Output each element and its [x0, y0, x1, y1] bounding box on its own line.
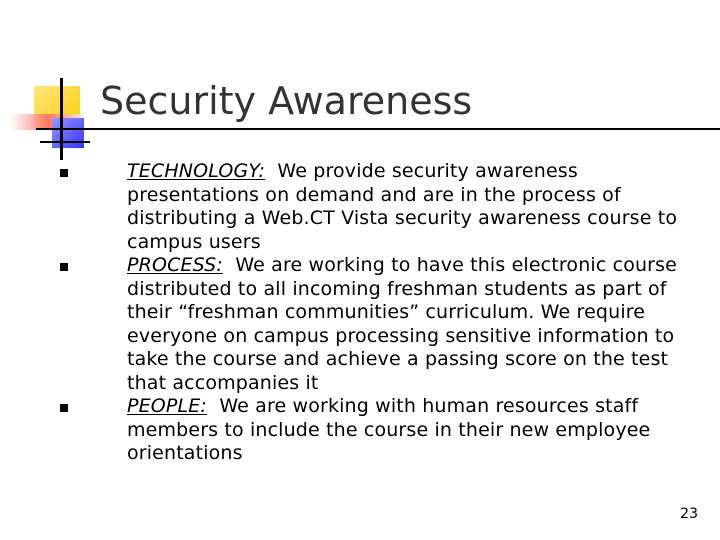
square-bullet-icon [60, 263, 68, 271]
square-bullet-icon [60, 404, 68, 412]
slide-number: 23 [680, 506, 698, 522]
bullet-lead: PROCESS: [127, 254, 223, 276]
bullet-text: We provide security awareness presentations on demand and are in the process of distributing a Web.CT Vista security awareness course to campus users [127, 160, 678, 253]
bullet-text: We are working with human resources staff members to include the course in their new employee orientations [127, 395, 651, 464]
decor-vertical-line [60, 78, 63, 160]
bullet-people [60, 395, 700, 466]
bullet-text: We are working to have this electronic course distributed to all incoming freshman students as part of their “freshman communities” curriculum. We require everyone on campus processing sensitive information to take the course and achieve a passing score on the test that accompanies it [127, 254, 678, 394]
bullet-technology [60, 160, 700, 254]
bullet-list [60, 160, 700, 466]
slide-title: Security Awareness [100, 79, 473, 123]
decor-short-line [40, 141, 90, 143]
bullet-lead: TECHNOLOGY: [127, 160, 266, 182]
decor-blue-square [52, 118, 84, 148]
square-bullet-icon [60, 169, 68, 177]
title-divider [36, 128, 720, 130]
bullet-lead: PEOPLE: [127, 395, 207, 417]
bullet-process [60, 254, 700, 395]
